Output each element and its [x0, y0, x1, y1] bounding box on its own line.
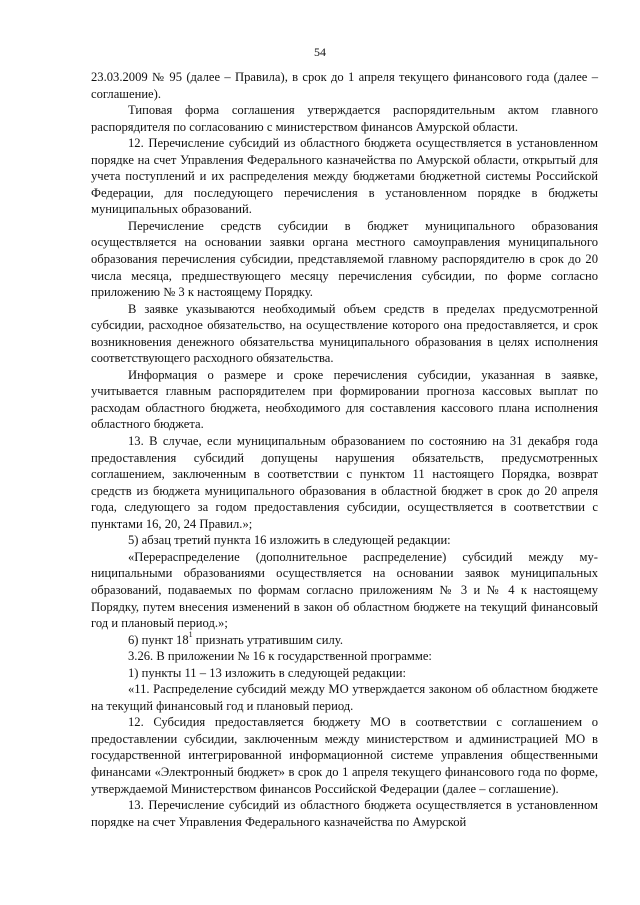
paragraph: 12. Перечисление субсидий из областного бюджета осуществляется в установленном порядке на счет Управления Федерального казначейства по Амурской области, открытый для учета поступлений и их распределения между бюджетами бюджетной системы Российской Федерации, для последующего перечисления в установленном порядке в бюджеты муниципальных образований. [91, 136, 598, 217]
paragraph: 12. Субсидия предоставляется бюджету МО в соответствии с соглашением о предоставлении субсидии, заключенным между министерством и администрацией МО в государственной интегрированной информационной системе управления общественными финансами «Электронный бюджет» в срок до 1 апреля текущего финансового года по форме, утверждаемой Министерством финансов Российской Федерации (далее – соглашение). [91, 715, 598, 796]
paragraph: 13. В случае, если муниципальным образованием по состоянию на 31 декабря года предоставления субсидий допущены нарушения обязательств, предусмотренных соглашением, заключенным в соответствии с пунктом 11 настоящего Порядка, возврат средств из бюджета муниципального образования в областной бюджет в срок до 20 апреля года, следующего за годом предоставления субсидии, осуществляется в соответствии с пунктами 16, 20, 24 Правил.»; [91, 434, 598, 531]
paragraph: В заявке указываются необходимый объем средств в пределах предусмотренной субсидии, расходное обязательство, на осуществление которого она предоставляется, и срок возникновения денежного обязательства муниципального образования в целях исполнения соответствующего расходного обязательства. [91, 301, 598, 366]
paragraph-text: признать утратившим силу. [192, 632, 343, 647]
paragraph: «Перераспределение (дополнительное распределение) субсидий между муниципальными образованиями осуществляется на основании заявок муниципальных образований, подаваемых по формам согласно приложениям № 3 и № 4 к настоящему Порядку, путем внесения изменений в закон об областном бюджете на текущий финансовый год и плановый период.»; [91, 549, 598, 631]
page-number: 54 [314, 45, 326, 59]
paragraph: 5) абзац третий пункта 16 изложить в следующей редакции: [128, 533, 451, 548]
paragraph: Типовая форма соглашения утверждается распорядительным актом главного распорядителя по согласованию с министерством финансов Амурской области. [91, 103, 598, 134]
paragraph: 13. Перечисление субсидий из областного бюджета осуществляется в установленном порядке на счет Управления Федерального казначейства по Амурской [91, 798, 598, 829]
paragraph: 1) пункты 11 – 13 изложить в следующей редакции: [128, 665, 406, 680]
paragraph: 23.03.2009 № 95 (далее – Правила), в срок до 1 апреля текущего финансового года (далее – соглашение). [91, 70, 598, 101]
paragraph-text: 6) пункт 18 [128, 632, 189, 647]
paragraph: Информация о размере и сроке перечисления субсидии, указанная в заявке, учитывается главным распорядителем при формировании прогноза кассовых выплат по расходам областного бюджета, необходимого для составления кассового плана исполнения областного бюджета. [91, 367, 598, 432]
superscript: 1 [188, 630, 193, 640]
paragraph: «11. Распределение субсидий между МО утверждается законом об областном бюджете на текущий финансовый год и плановый период. [91, 682, 598, 713]
paragraph: 3.26. В приложении № 16 к государственной программе: [128, 649, 432, 664]
document-body [91, 69, 598, 830]
paragraph: Перечисление средств субсидии в бюджет муниципального образования осуществляется на основании заявки органа местного самоуправления муниципального образования перечисления субсидии, представляемой главному распорядителю в срок до 20 числа месяца, предшествующего месяцу перечисления субсидии, по форме согласно приложению № 3 к настоящему Порядку. [91, 218, 598, 300]
paragraph [91, 632, 598, 649]
